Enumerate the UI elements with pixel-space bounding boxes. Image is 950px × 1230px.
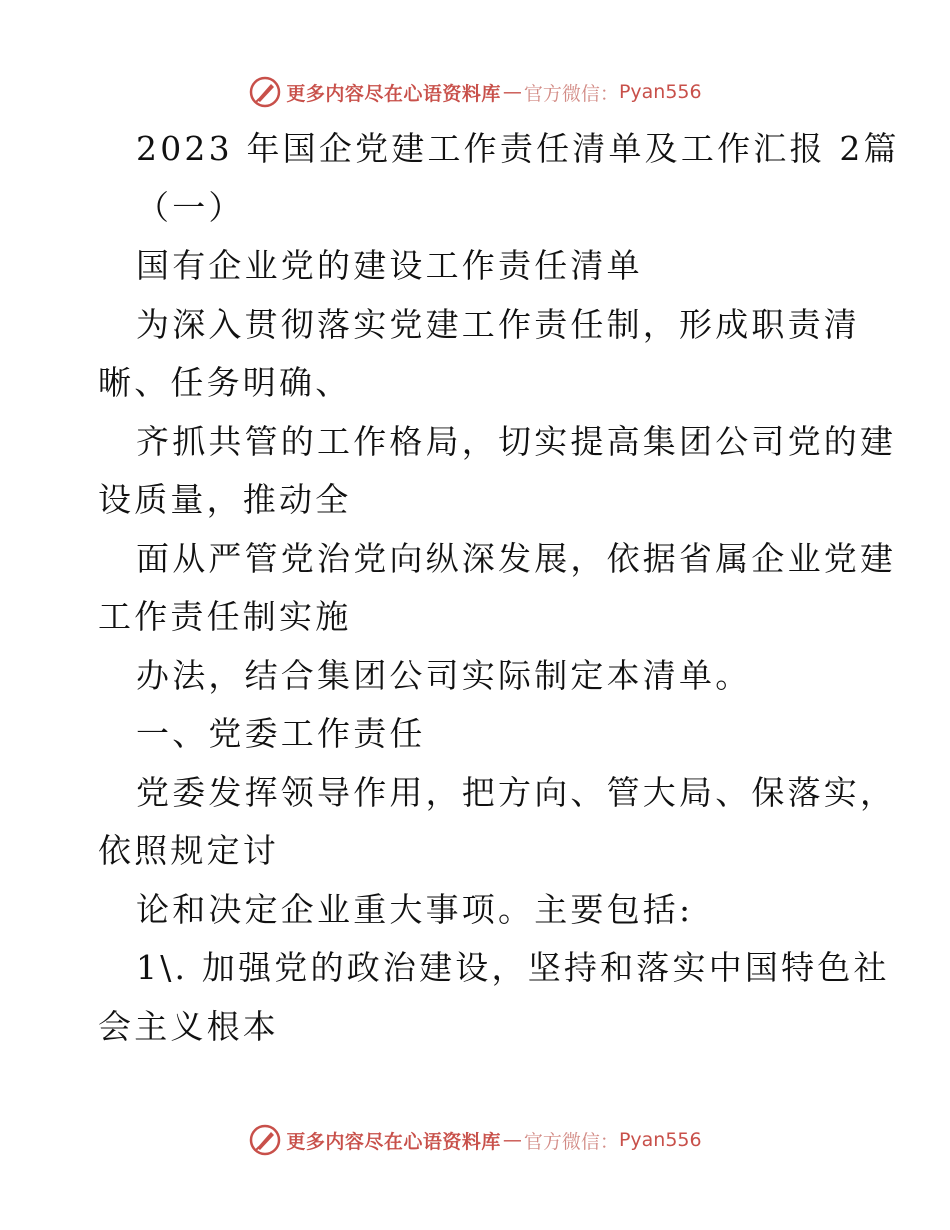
document-line: 1\. 加强党的政治建设，坚持和落实中国特色社 xyxy=(136,948,890,987)
document-line: 为深入贯彻落实党建工作责任制，形成职责清 xyxy=(136,304,860,344)
watermark-label: 官方微信： xyxy=(523,1130,619,1153)
document-line: 论和决定企业重大事项。主要包括: xyxy=(136,889,694,929)
watermark-dash: — xyxy=(502,1129,522,1151)
document-line: 依照规定讨 xyxy=(98,831,279,870)
document-body xyxy=(98,120,900,1056)
watermark-brand: 更多内容尽在心语资料库 xyxy=(286,82,501,105)
watermark-id: Pyan556 xyxy=(618,81,702,103)
watermark-label: 官方微信： xyxy=(523,82,619,105)
document-line: 齐抓共管的工作格局，切实提高集团公司党的建 xyxy=(136,421,897,461)
document-line: 工作责任制实施 xyxy=(98,597,352,636)
watermark-id: Pyan556 xyxy=(618,1129,702,1151)
document-line: 设质量，推动全 xyxy=(98,480,352,519)
quill-pen-logo-icon xyxy=(248,1123,282,1157)
watermark-dash: — xyxy=(502,81,522,103)
document-line: 国有企业党的建设工作责任清单 xyxy=(136,246,643,285)
quill-pen-logo-icon xyxy=(248,75,282,109)
document-line: 晰、任务明确、 xyxy=(98,363,352,402)
document-line: （一） xyxy=(136,187,245,227)
document-line: 办法，结合集团公司实际制定本清单。 xyxy=(136,655,752,695)
header-watermark xyxy=(0,72,950,112)
document-line: 党委发挥领导作用，把方向、管大局、保落实， xyxy=(136,772,897,812)
footer-watermark xyxy=(0,1120,950,1160)
section-heading: 一、党委工作责任 xyxy=(136,714,426,753)
document-line: 会主义根本 xyxy=(98,1006,279,1046)
watermark-brand: 更多内容尽在心语资料库 xyxy=(286,1130,501,1153)
document-line: 面从严管党治党向纵深发展，依据省属企业党建 xyxy=(136,538,897,578)
document-title: 2023 年国企党建工作责任清单及工作汇报 2篇 xyxy=(136,129,900,168)
